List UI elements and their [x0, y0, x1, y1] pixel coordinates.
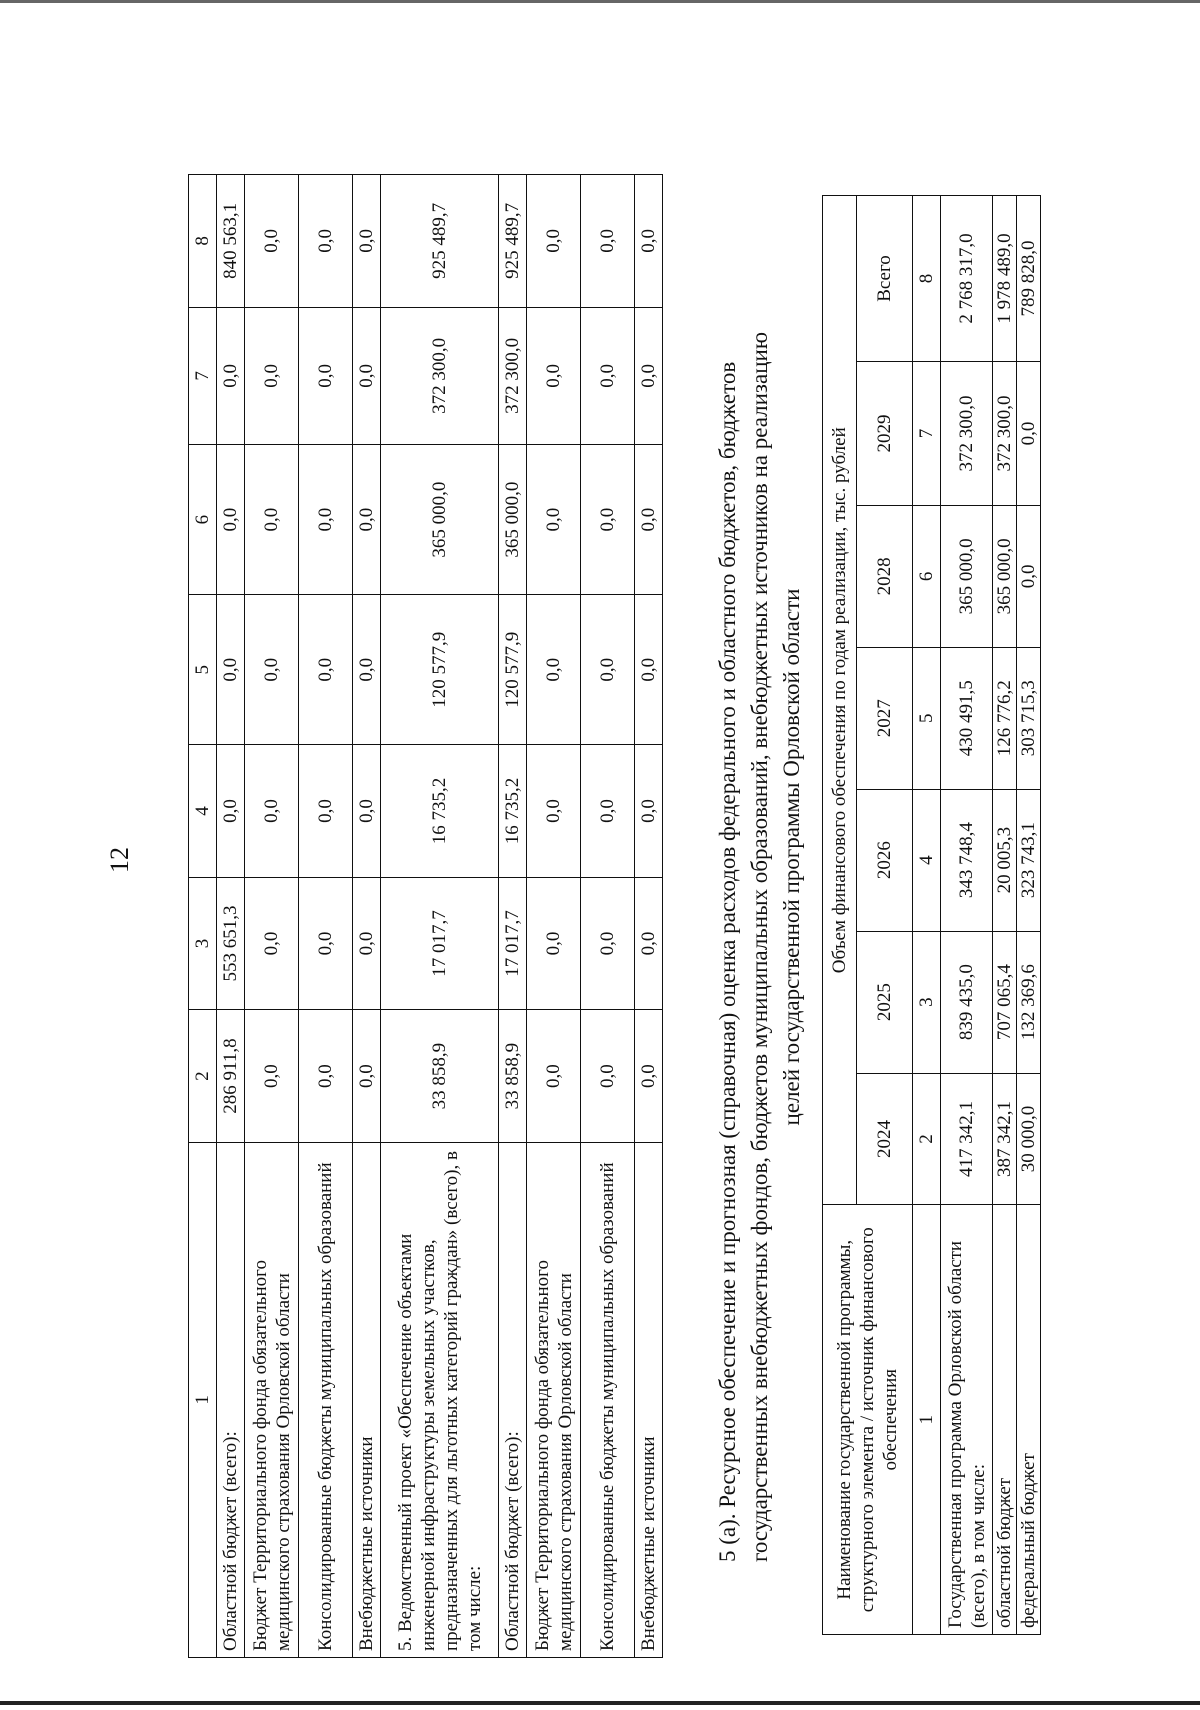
total-header: Всего	[857, 196, 913, 362]
table-cell: 387 342,1	[993, 1073, 1017, 1205]
caption-line: 5 (а). Ресурсное обеспечение и прогнозная (справочная) оценка расходов федерального и областного бюджетов, бюджетов	[715, 361, 740, 1562]
table-cell: 16 735,2	[499, 745, 527, 878]
col-number: 2	[189, 1010, 217, 1143]
year-header: 2027	[857, 647, 913, 789]
caption-line: государственных внебюджетных фондов, бюджетов муниципальных образований, внебюджетных источников на реализацию	[747, 331, 772, 1562]
table-cell: 0,0	[217, 445, 245, 595]
col-number: 6	[189, 445, 217, 595]
table-cell: 0,0	[245, 307, 299, 445]
table-cell: 0,0	[1017, 361, 1041, 505]
table-cell: 0,0	[299, 745, 353, 878]
row-label: Консолидированные бюджеты муниципальных образований	[299, 1142, 353, 1657]
table-row	[581, 175, 635, 1658]
row-label: Консолидированные бюджеты муниципальных образований	[581, 1142, 635, 1657]
table-cell: 33 858,9	[381, 1010, 499, 1143]
table-cell: 0,0	[527, 175, 581, 308]
table-cell: 0,0	[581, 307, 635, 445]
col-number: 6	[913, 505, 941, 647]
table-cell: 0,0	[353, 595, 381, 745]
col-number: 8	[189, 175, 217, 308]
table-row	[527, 175, 581, 1658]
table-cell: 925 489,7	[499, 175, 527, 308]
row-label: Бюджет Территориального фонда обязательного медицинского страхования Орловской области	[245, 1142, 299, 1657]
table-cell: 365 000,0	[941, 505, 993, 647]
year-header: 2028	[857, 505, 913, 647]
table-cell: 925 489,7	[381, 175, 499, 308]
table-cell: 0,0	[635, 877, 663, 1010]
table-cell: 0,0	[527, 307, 581, 445]
row-label: областной бюджет	[993, 1205, 1017, 1635]
table-cell: 372 300,0	[499, 307, 527, 445]
table-cell: 16 735,2	[381, 745, 499, 878]
table-row	[993, 196, 1017, 1635]
table-cell: 0,0	[527, 1010, 581, 1143]
col-number: 5	[913, 647, 941, 789]
table-cell: 839 435,0	[941, 931, 993, 1073]
table-cell: 0,0	[635, 745, 663, 878]
table-cell: 17 017,7	[499, 877, 527, 1010]
row-label: Бюджет Территориального фонда обязательного медицинского страхования Орловской области	[527, 1142, 581, 1657]
row-label: Внебюджетные источники	[635, 1142, 663, 1657]
col-number: 1	[189, 1142, 217, 1657]
table-cell: 417 342,1	[941, 1073, 993, 1205]
year-header: 2025	[857, 931, 913, 1073]
table-cell: 0,0	[527, 595, 581, 745]
table-cell: 430 491,5	[941, 647, 993, 789]
table-cell: 0,0	[353, 1010, 381, 1143]
table-cell: 0,0	[581, 877, 635, 1010]
table-cell: 0,0	[245, 877, 299, 1010]
row-label: Государственная программа Орловской области (всего), в том числе:	[941, 1205, 993, 1635]
table-cell: 0,0	[635, 307, 663, 445]
table-row	[353, 175, 381, 1658]
table-cell: 0,0	[217, 307, 245, 445]
table-cell: 2 768 317,0	[941, 196, 993, 362]
table-cell: 0,0	[527, 745, 581, 878]
table-cell: 0,0	[353, 445, 381, 595]
section-caption	[712, 152, 808, 1562]
table-cell: 0,0	[581, 595, 635, 745]
table-cell: 20 005,3	[993, 789, 1017, 931]
table-row	[381, 175, 499, 1658]
table-cell: 372 300,0	[941, 361, 993, 505]
table-cell: 372 300,0	[993, 361, 1017, 505]
table-cell: 707 065,4	[993, 931, 1017, 1073]
table-cell: 0,0	[353, 175, 381, 308]
table-cell: 0,0	[527, 877, 581, 1010]
table-cell: 33 858,9	[499, 1010, 527, 1143]
col-number: 5	[189, 595, 217, 745]
table-row	[499, 175, 527, 1658]
table-cell: 0,0	[1017, 505, 1041, 647]
table-cell: 0,0	[581, 1010, 635, 1143]
col-number: 7	[913, 361, 941, 505]
col-number: 2	[913, 1073, 941, 1205]
table-cell: 365 000,0	[993, 505, 1017, 647]
table-cell: 17 017,7	[381, 877, 499, 1010]
table-cell: 0,0	[527, 445, 581, 595]
table-row	[1017, 196, 1041, 1635]
table-cell: 0,0	[217, 745, 245, 878]
table-cell: 0,0	[245, 1010, 299, 1143]
table-cell: 0,0	[635, 595, 663, 745]
caption-line: целей государственной программы Орловской области	[779, 588, 804, 1126]
table-cell: 0,0	[299, 595, 353, 745]
table-cell: 789 828,0	[1017, 196, 1041, 362]
year-header: 2029	[857, 361, 913, 505]
col-number: 3	[189, 877, 217, 1010]
table-cell: 0,0	[299, 445, 353, 595]
table-cell: 372 300,0	[381, 307, 499, 445]
col-number: 3	[913, 931, 941, 1073]
table-cell: 0,0	[635, 175, 663, 308]
table-cell: 365 000,0	[381, 445, 499, 595]
column-number-row	[913, 196, 941, 1635]
page-number: 12	[105, 847, 134, 873]
table-cell: 0,0	[245, 445, 299, 595]
col-number: 4	[189, 745, 217, 878]
table-cell: 303 715,3	[1017, 647, 1041, 789]
volume-header: Объем финансового обеспечения по годам реализации, тыс. рублей	[823, 196, 857, 1205]
row-label: Областной бюджет (всего):	[217, 1142, 245, 1657]
table-cell: 1 978 489,0	[993, 196, 1017, 362]
column-number-row	[189, 175, 217, 1658]
row-label: федеральный бюджет	[1017, 1205, 1041, 1635]
table-row	[245, 175, 299, 1658]
table-cell: 286 911,8	[217, 1010, 245, 1143]
table-cell: 323 743,1	[1017, 789, 1041, 931]
table-cell: 0,0	[217, 595, 245, 745]
table-cell: 0,0	[635, 445, 663, 595]
table-row	[635, 175, 663, 1658]
table-cell: 0,0	[353, 877, 381, 1010]
col-number: 8	[913, 196, 941, 362]
table-row	[217, 175, 245, 1658]
col-number: 7	[189, 307, 217, 445]
row-label: Областной бюджет (всего):	[499, 1142, 527, 1657]
col-number: 1	[913, 1205, 941, 1635]
year-header: 2024	[857, 1073, 913, 1205]
table-cell: 126 776,2	[993, 647, 1017, 789]
table-cell: 0,0	[299, 877, 353, 1010]
table-cell: 0,0	[581, 175, 635, 308]
header-row	[823, 196, 857, 1635]
table-cell: 0,0	[299, 307, 353, 445]
budget-table-continued	[188, 174, 663, 1658]
table-cell: 365 000,0	[499, 445, 527, 595]
table-cell: 0,0	[581, 745, 635, 878]
table-cell: 0,0	[353, 745, 381, 878]
table-cell: 0,0	[581, 445, 635, 595]
table-cell: 120 577,9	[499, 595, 527, 745]
row-label: Внебюджетные источники	[353, 1142, 381, 1657]
table-cell: 840 563,1	[217, 175, 245, 308]
table-row	[299, 175, 353, 1658]
table-cell: 0,0	[245, 175, 299, 308]
table-cell: 132 369,6	[1017, 931, 1041, 1073]
table-cell: 343 748,4	[941, 789, 993, 931]
table-cell: 0,0	[635, 1010, 663, 1143]
resource-table	[822, 195, 1041, 1635]
table-row	[941, 196, 993, 1635]
col-number: 4	[913, 789, 941, 931]
table-cell: 30 000,0	[1017, 1073, 1041, 1205]
name-column-header: Наименование государственной программы, структурного элемента / источник финансового обеспечения	[823, 1205, 913, 1635]
table-cell: 0,0	[245, 745, 299, 878]
table-cell: 553 651,3	[217, 877, 245, 1010]
table-cell: 0,0	[299, 1010, 353, 1143]
table-cell: 0,0	[353, 307, 381, 445]
table-cell: 0,0	[299, 175, 353, 308]
table-cell: 120 577,9	[381, 595, 499, 745]
year-header: 2026	[857, 789, 913, 931]
row-label: 5. Ведомственный проект «Обеспечение объектами инженерной инфраструктуры земельных участков, предназначенных для льготных категорий граждан» (всего), в том числе:	[381, 1142, 499, 1657]
table-cell: 0,0	[245, 595, 299, 745]
